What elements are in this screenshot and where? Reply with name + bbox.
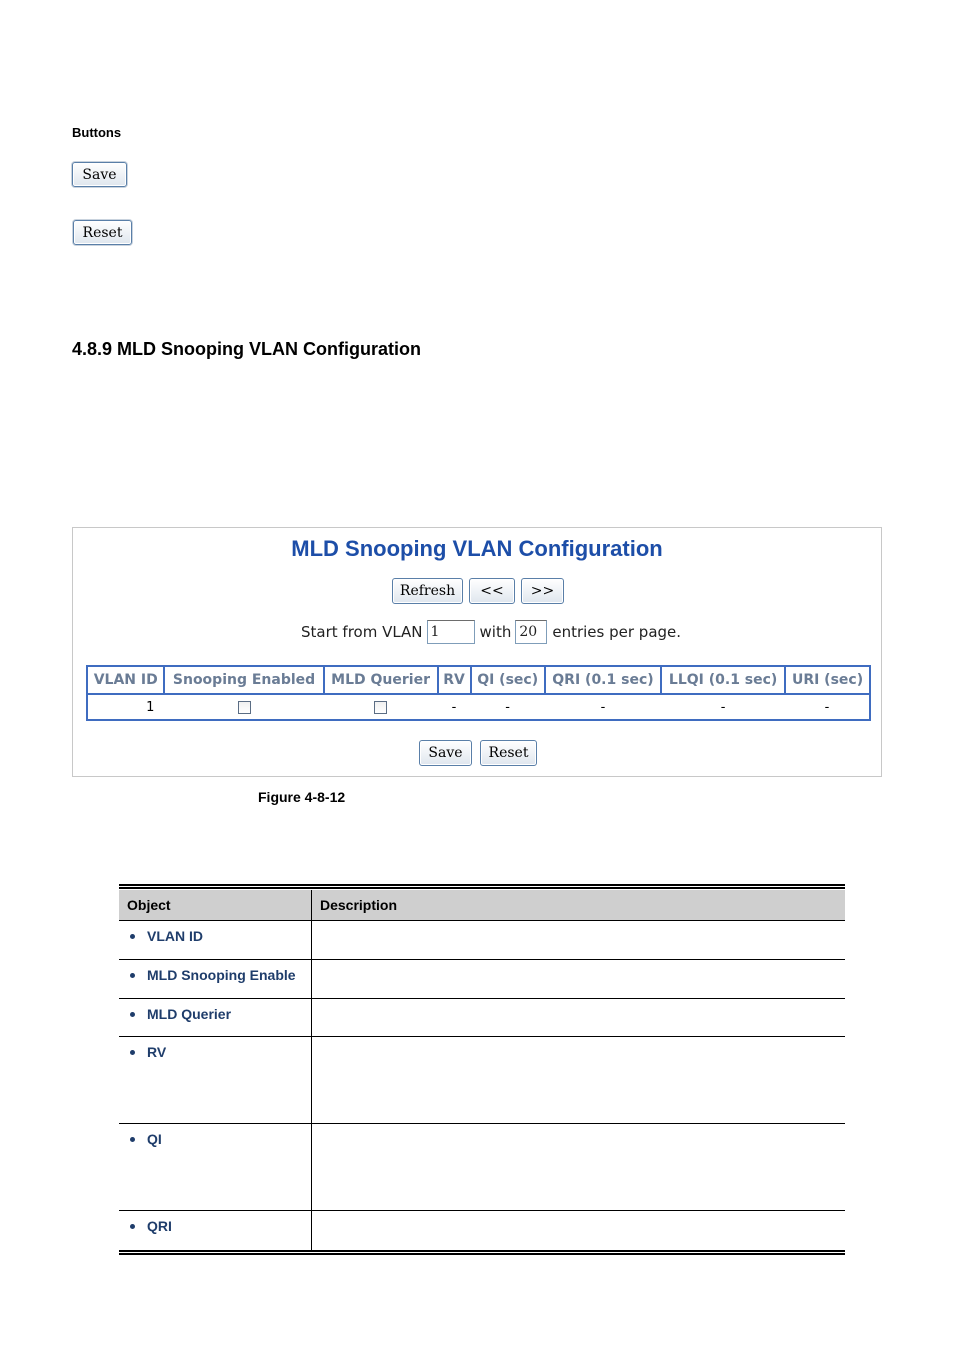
- object-label: QI: [147, 1131, 162, 1147]
- object-label: MLD Querier: [147, 1006, 232, 1022]
- cell-qi: -: [505, 699, 510, 715]
- col-qri: QRI (0.1 sec): [545, 666, 661, 694]
- reset-button-example[interactable]: Reset: [73, 220, 132, 245]
- save-button[interactable]: Save: [419, 740, 472, 766]
- first-page-button[interactable]: <<: [469, 578, 515, 604]
- table-top-rule: [119, 884, 845, 887]
- section-title: 4.8.9 MLD Snooping VLAN Configuration: [72, 339, 421, 359]
- col-qi: QI (sec): [471, 666, 545, 694]
- object-cell: [119, 921, 312, 960]
- cell-snooping-enabled: [164, 694, 323, 720]
- save-button-example[interactable]: Save: [72, 162, 127, 187]
- figure-caption: Figure 4-8-12: [258, 789, 346, 805]
- object-label: MLD Snooping Enable: [147, 967, 296, 983]
- cell-mld-querier: [324, 694, 438, 720]
- config-panel: [72, 527, 882, 777]
- panel-title: MLD Snooping VLAN Configuration: [291, 536, 663, 561]
- object-label: VLAN ID: [147, 928, 203, 944]
- description-table: [119, 884, 845, 1252]
- header-object: Object: [119, 890, 312, 921]
- entries-suffix-label: entries per page.: [552, 623, 682, 641]
- col-vlan-id: VLAN ID: [87, 666, 164, 694]
- header-description: Description: [312, 890, 846, 921]
- cell-rv: -: [451, 699, 457, 715]
- bullet-icon: [130, 1224, 135, 1229]
- bullet-icon: [130, 934, 135, 939]
- col-snooping-enabled: Snooping Enabled: [164, 666, 323, 694]
- table-row: [119, 1037, 845, 1124]
- description-cell: [312, 960, 846, 999]
- col-uri: URI (sec): [785, 666, 870, 694]
- table-row: [119, 1124, 845, 1211]
- entries-per-page-input[interactable]: 20: [515, 620, 547, 644]
- col-rv: RV: [438, 666, 471, 694]
- col-mld-querier: MLD Querier: [324, 666, 438, 694]
- description-cell: [312, 999, 846, 1037]
- cell-uri: -: [824, 699, 830, 715]
- cell-vlan-id: 1: [146, 699, 155, 715]
- cell-llqi: -: [720, 699, 726, 715]
- table-bottom-rule: [119, 1250, 845, 1252]
- snooping-enabled-checkbox[interactable]: [238, 701, 251, 714]
- object-cell: [119, 1037, 312, 1124]
- object-cell: [119, 999, 312, 1037]
- with-label: with: [479, 623, 512, 641]
- start-vlan-input[interactable]: 1: [427, 620, 475, 644]
- description-cell: [312, 921, 846, 960]
- table-row: [119, 921, 845, 960]
- bullet-icon: [130, 973, 135, 978]
- vlan-config-table: [86, 665, 871, 721]
- mld-querier-checkbox[interactable]: [374, 701, 387, 714]
- bullet-icon: [130, 1050, 135, 1055]
- start-from-label: Start from VLAN: [301, 623, 423, 641]
- description-cell: [312, 1124, 846, 1211]
- refresh-button[interactable]: Refresh: [392, 578, 463, 604]
- object-label: QRI: [147, 1218, 172, 1234]
- bullet-icon: [130, 1012, 135, 1017]
- object-cell: [119, 1211, 312, 1250]
- description-cell: [312, 1211, 846, 1250]
- object-cell: [119, 960, 312, 999]
- table-row: [119, 999, 845, 1037]
- bullet-icon: [130, 1137, 135, 1142]
- col-llqi: LLQI (0.1 sec): [661, 666, 785, 694]
- paging-row: [301, 620, 681, 644]
- next-page-button[interactable]: >>: [521, 578, 564, 604]
- object-cell: [119, 1124, 312, 1211]
- cell-qri: -: [600, 699, 606, 715]
- table-row: [119, 960, 845, 999]
- table-row: [119, 1211, 845, 1250]
- description-cell: [312, 1037, 846, 1124]
- buttons-heading: Buttons: [72, 125, 122, 140]
- reset-button[interactable]: Reset: [480, 740, 537, 766]
- object-label: RV: [147, 1044, 167, 1060]
- table-row: [87, 694, 870, 720]
